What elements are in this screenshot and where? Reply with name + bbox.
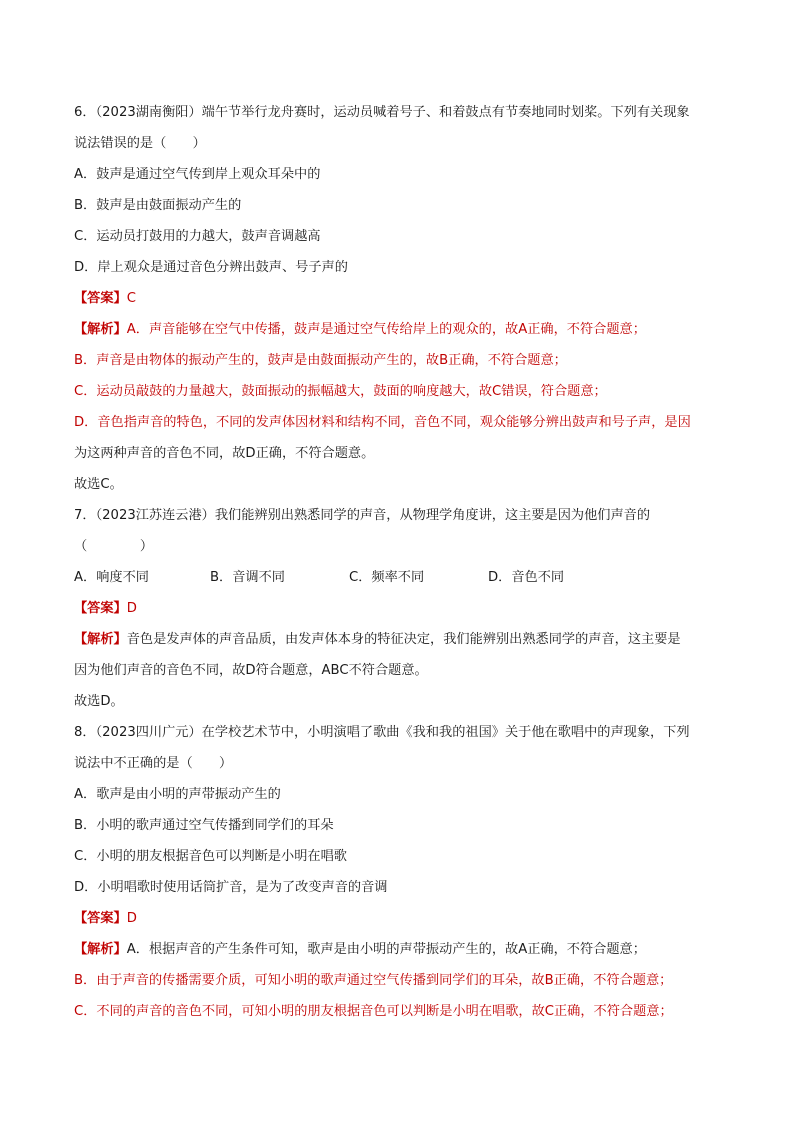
option-b: B．小明的歌声通过空气传播到同学们的耳朵 (74, 818, 334, 833)
answer-line (74, 903, 724, 934)
analysis-line (74, 314, 724, 345)
answer-tag: 【答案】 (74, 291, 127, 306)
analysis-tag: 【解析】 (74, 942, 127, 957)
answer-line (74, 283, 724, 314)
document-body (74, 97, 724, 1027)
analysis-text: B．由于声音的传播需要介质，可知小明的歌声通过空气传播到同学们的耳朵，故B正确，不符合题意； (74, 973, 673, 988)
answer-tag: 【答案】 (74, 911, 127, 926)
analysis-tag: 【解析】 (74, 632, 127, 647)
analysis-text: 音色是发声体的声音品质，由发声体本身的特征决定，我们能辨别出熟悉同学的声音，这主要是 (126, 632, 681, 647)
answer-tag: 【答案】 (74, 601, 127, 616)
answer-value: D (126, 911, 137, 926)
question-stem: 说法中不正确的是（ ） (74, 756, 233, 771)
analysis-tag: 【解析】 (74, 322, 127, 337)
option-d: D．音色不同 (488, 570, 565, 585)
option-b: B．鼓声是由鼓面振动产生的 (74, 198, 242, 213)
option-row (74, 562, 724, 593)
option-c: C．小明的朋友根据音色可以判断是小明在唱歌 (74, 849, 347, 864)
question-6 (74, 97, 724, 500)
analysis-text: C．不同的声音的音色不同，可知小明的朋友根据音色可以判断是小明在唱歌，故C正确，不符合题意； (74, 1004, 673, 1019)
question-stem: 说法错误的是（ ） (74, 136, 206, 151)
question-8 (74, 717, 724, 1027)
option-b: B．音调不同 (210, 570, 285, 585)
question-stem: 7．（2023江苏连云港）我们能辨别出熟悉同学的声音，从物理学角度讲，这主要是因为他们声音的 (74, 508, 651, 523)
analysis-line: 因为他们声音的音色不同，故D符合题意，ABC不符合题意。 (74, 663, 428, 678)
option-d: D．岸上观众是通过音色分辨出鼓声、号子声的 (74, 260, 348, 275)
answer-value: C (126, 291, 136, 306)
answer-line (74, 593, 724, 624)
option-a: A．歌声是由小明的声带振动产生的 (74, 787, 281, 802)
analysis-line: C．运动员敲鼓的力量越大，鼓面振动的振幅越大，鼓面的响度越大，故C错误，符合题意； (74, 384, 607, 399)
question-stem: 6．（2023湖南衡阳）端午节举行龙舟赛时，运动员喊着号子、和着鼓点有节奏地同时划桨。下列有关现象 (74, 105, 690, 120)
conclusion: 故选C。 (74, 477, 123, 492)
option-c: C．运动员打鼓用的力越大，鼓声音调越高 (74, 229, 321, 244)
analysis-line (74, 996, 724, 1027)
answer-value: D (126, 601, 137, 616)
analysis-line: B．声音是由物体的振动产生的，鼓声是由鼓面振动产生的，故B正确，不符合题意； (74, 353, 567, 368)
analysis-line: D．音色指声音的特色，不同的发声体因材料和结构不同，音色不同，观众能够分辨出鼓声和号子声，是因 (74, 415, 691, 430)
question-stem: （ ） (74, 539, 154, 554)
question-7 (74, 500, 724, 717)
analysis-line (74, 624, 724, 655)
option-a: A．响度不同 (74, 570, 149, 585)
analysis-text: A．声音能够在空气中传播，鼓声是通过空气传给岸上的观众的，故A正确，不符合题意； (126, 322, 646, 337)
analysis-line: 为这两种声音的音色不同，故D正确，不符合题意。 (74, 446, 375, 461)
option-d: D．小明唱歌时使用话筒扩音，是为了改变声音的音调 (74, 880, 388, 895)
option-a: A．鼓声是通过空气传到岸上观众耳朵中的 (74, 167, 321, 182)
conclusion: 故选D。 (74, 694, 124, 709)
option-c: C．频率不同 (349, 570, 425, 585)
analysis-line (74, 934, 724, 965)
analysis-line (74, 965, 724, 996)
question-stem: 8．（2023四川广元）在学校艺术节中，小明演唱了歌曲《我和我的祖国》关于他在歌唱中的声现象，下列 (74, 725, 690, 740)
analysis-text: A．根据声音的产生条件可知，歌声是由小明的声带振动产生的，故A正确，不符合题意； (126, 942, 646, 957)
